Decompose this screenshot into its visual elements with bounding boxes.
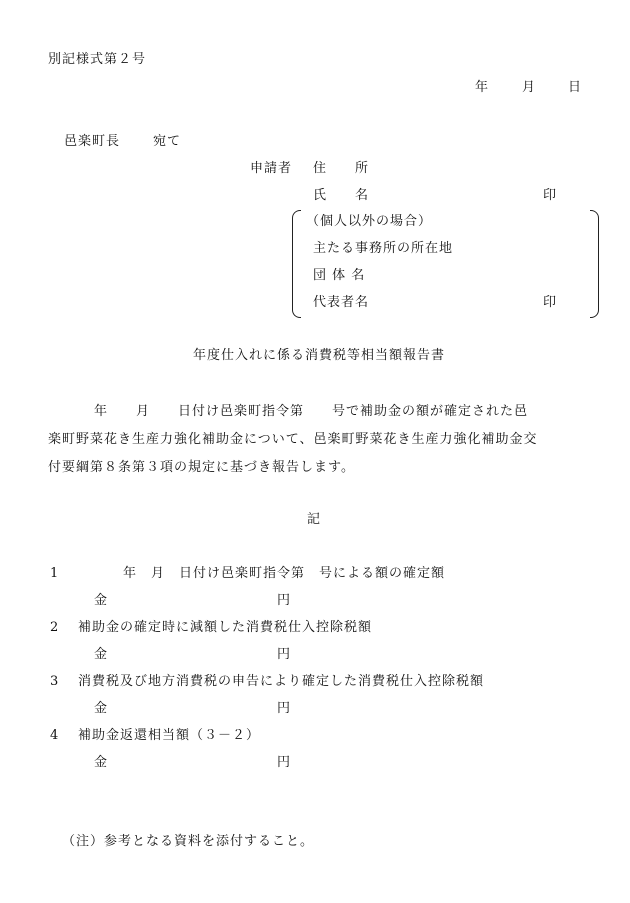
item-3-label: 消費税及び地方消費税の申告により確定した消費税仕入控除税額 — [78, 674, 485, 689]
item-4-number: 4 — [50, 728, 60, 743]
document-title: 年度仕入れに係る消費税等相当額報告書 — [193, 348, 446, 363]
item-1-amount-unit: 円 — [277, 593, 292, 608]
item-4-amount-unit: 円 — [277, 755, 292, 770]
addressee-name: 邑楽町長 — [64, 134, 121, 149]
item-3-number: 3 — [50, 674, 60, 689]
body-line-2: 楽町野菜花き生産力強化補助金について、邑楽町野菜花き生産力強化補助金交 — [48, 432, 538, 447]
date-day: 日 — [568, 80, 583, 95]
form-number: 別記様式第２号 — [48, 52, 147, 67]
representative-seal: 印 — [543, 295, 558, 310]
item-1-number: 1 — [50, 566, 60, 581]
body-paragraph — [48, 398, 588, 482]
ki-heading: 記 — [307, 512, 322, 527]
office-address-label: 主たる事務所の所在地 — [313, 241, 454, 256]
item-4-amount-prefix: 金 — [94, 755, 109, 770]
item-1-amount-prefix: 金 — [94, 593, 109, 608]
body-line-1: 年 月 日付け邑楽町指令第 号で補助金の額が確定された邑 — [94, 404, 529, 419]
item-1-label: 年 月 日付け邑楽町指令第 号による額の確定額 — [123, 566, 446, 581]
attachment-note: （注）参考となる資料を添付すること。 — [62, 834, 315, 849]
item-4-label: 補助金返還相当額（３－２） — [78, 728, 261, 743]
date-year: 年 — [475, 80, 490, 95]
right-bracket — [590, 210, 599, 318]
item-2-amount-unit: 円 — [277, 647, 292, 662]
applicant-label: 申請者 — [250, 161, 293, 176]
date-month: 月 — [522, 80, 537, 95]
addressee-suffix: 宛て — [153, 134, 182, 149]
address-label: 住 所 — [313, 161, 370, 176]
body-line-3: 付要綱第８条第３項の規定に基づき報告します。 — [48, 460, 355, 475]
org-name-label: 団 体 名 — [313, 268, 366, 283]
left-bracket — [292, 210, 301, 318]
name-label: 氏 名 — [313, 188, 370, 203]
item-3-amount-prefix: 金 — [94, 701, 109, 716]
non-individual-note: （個人以外の場合） — [306, 214, 433, 229]
representative-label: 代表者名 — [313, 295, 370, 310]
item-3-amount-unit: 円 — [277, 701, 292, 716]
item-2-label: 補助金の確定時に減額した消費税仕入控除税額 — [78, 620, 373, 635]
seal-mark: 印 — [543, 188, 558, 203]
item-2-number: 2 — [50, 620, 60, 635]
item-2-amount-prefix: 金 — [94, 647, 109, 662]
